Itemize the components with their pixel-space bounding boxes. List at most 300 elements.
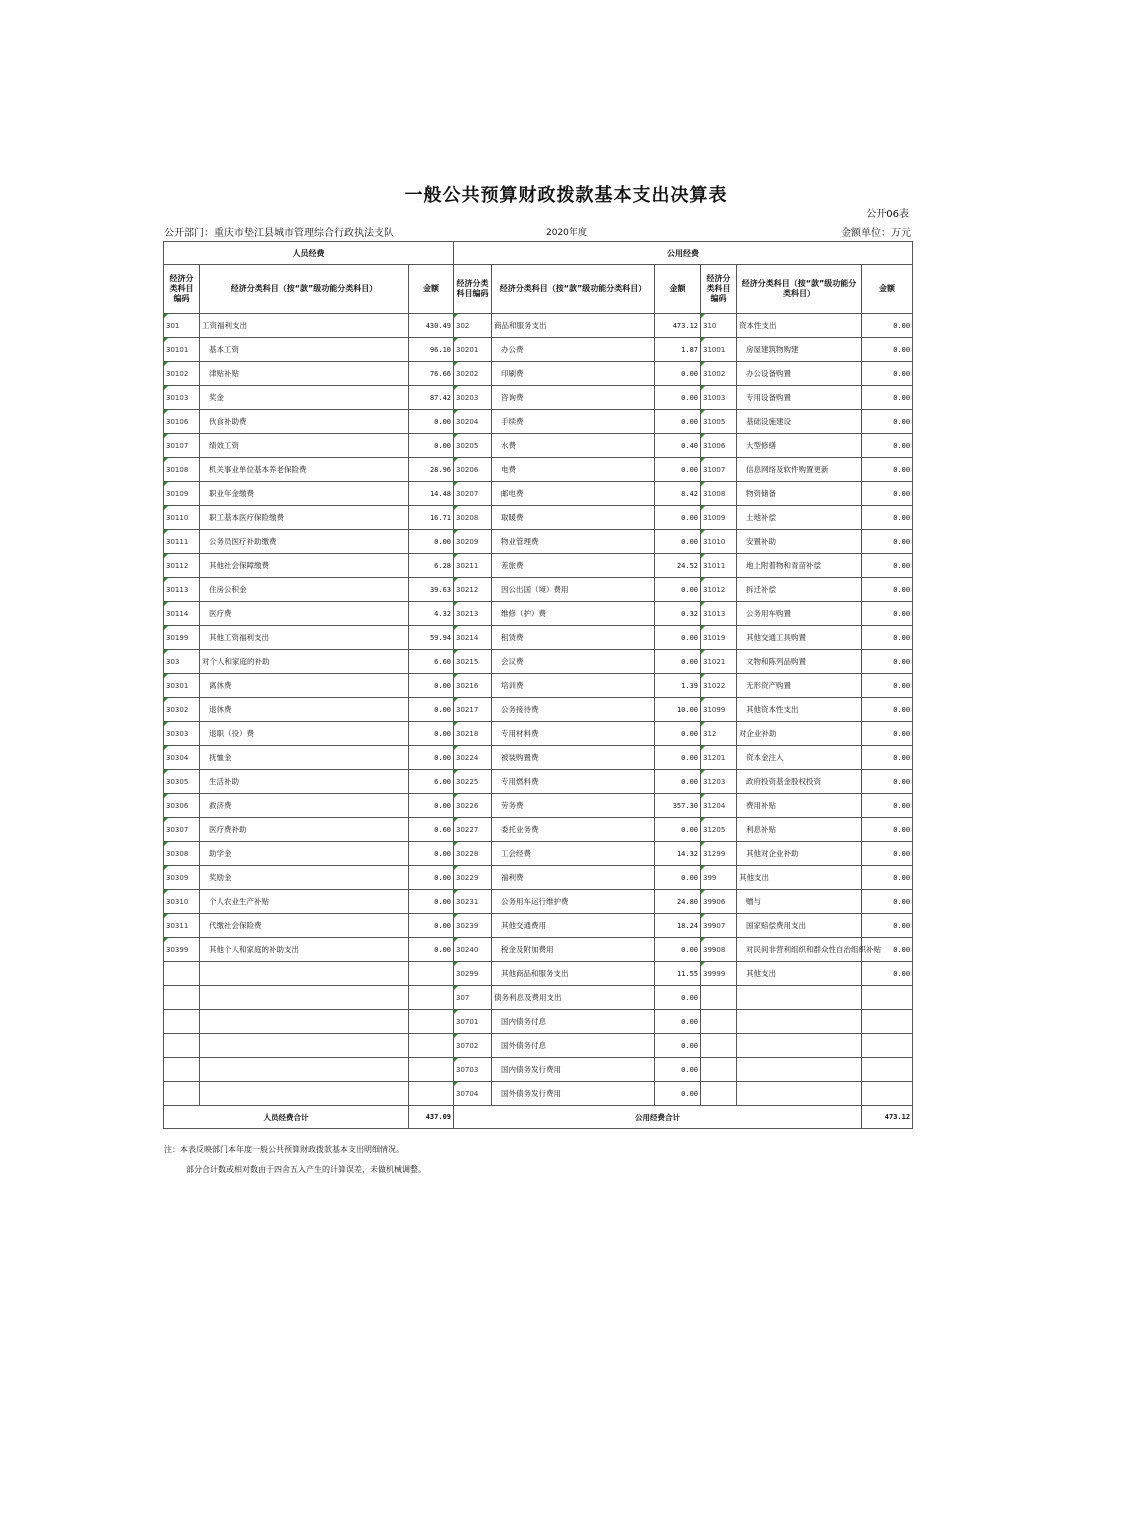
econ-code-2 <box>454 1082 492 1106</box>
econ-name-3: 专用设备购置 <box>737 386 862 410</box>
econ-code-text: 30703 <box>456 1065 479 1074</box>
econ-name-2: 会议费 <box>492 650 655 674</box>
amount-3 <box>862 1010 913 1034</box>
econ-name-2: 税金及附加费用 <box>492 938 655 962</box>
amount-3: 0.00 <box>862 722 913 746</box>
header-name-1: 经济分类科目（按“款”级功能分类科目） <box>200 265 409 314</box>
cell-marker-icon <box>164 314 168 318</box>
amount-2: 0.00 <box>655 410 701 434</box>
cell-marker-icon <box>454 554 458 558</box>
cell-marker-icon <box>701 914 705 918</box>
econ-code-1 <box>164 698 200 722</box>
table-row <box>164 962 913 986</box>
total-row <box>164 1106 913 1129</box>
amount-3: 0.00 <box>862 650 913 674</box>
econ-code-text: 30239 <box>456 921 479 930</box>
amount-2: 0.00 <box>655 458 701 482</box>
econ-code-2 <box>454 962 492 986</box>
econ-code-text: 30305 <box>166 777 189 786</box>
cell-marker-icon <box>164 554 168 558</box>
econ-name-1 <box>200 1082 409 1106</box>
econ-name-2: 手续费 <box>492 410 655 434</box>
amount-1: 87.42 <box>409 386 454 410</box>
amount-2: 24.80 <box>655 890 701 914</box>
econ-name-3: 资本性支出 <box>737 314 862 338</box>
table-row <box>164 698 913 722</box>
econ-code-2 <box>454 866 492 890</box>
econ-code-text: 31021 <box>703 657 726 666</box>
econ-name-2: 其他交通费用 <box>492 914 655 938</box>
econ-name-1: 职工基本医疗保险缴费 <box>200 506 409 530</box>
econ-name-3: 房屋建筑物购建 <box>737 338 862 362</box>
amount-3: 0.00 <box>862 626 913 650</box>
amount-2: 11.55 <box>655 962 701 986</box>
econ-code-1 <box>164 602 200 626</box>
note-2: 部分合计数或相对数由于四舍五入产生的计算误差，未做机械调整。 <box>186 1165 426 1174</box>
econ-name-3: 政府投资基金股权投资 <box>737 770 862 794</box>
amount-1: 430.49 <box>409 314 454 338</box>
cell-marker-icon <box>454 1010 458 1014</box>
cell-marker-icon <box>454 434 458 438</box>
econ-code-3 <box>701 722 737 746</box>
table-row <box>164 842 913 866</box>
cell-marker-icon <box>164 338 168 342</box>
cell-marker-icon <box>701 578 705 582</box>
econ-code-text: 39908 <box>703 945 726 954</box>
amount-2: 0.00 <box>655 818 701 842</box>
econ-code-2 <box>454 1058 492 1082</box>
econ-code-text: 30201 <box>456 345 479 354</box>
econ-code-text: 312 <box>703 729 717 738</box>
econ-name-3: 公务用车购置 <box>737 602 862 626</box>
econ-code-text: 30101 <box>166 345 189 354</box>
econ-name-1 <box>200 1034 409 1058</box>
econ-code-text: 30111 <box>166 537 189 546</box>
econ-code-text: 30218 <box>456 729 479 738</box>
econ-code-1 <box>164 1010 200 1034</box>
econ-name-2: 国内债务发行费用 <box>492 1058 655 1082</box>
amount-2: 0.00 <box>655 530 701 554</box>
econ-code-text: 30207 <box>456 489 479 498</box>
table-code: 公开06表 <box>866 209 909 220</box>
econ-code-1 <box>164 338 200 362</box>
header-amount-2: 金额 <box>655 265 701 314</box>
note-1: 注：本表反映部门本年度一般公共预算财政拨款基本支出明细情况。 <box>164 1145 404 1154</box>
cell-marker-icon <box>701 746 705 750</box>
econ-code-2 <box>454 578 492 602</box>
econ-code-text: 30215 <box>456 657 479 666</box>
econ-code-1 <box>164 866 200 890</box>
econ-code-1 <box>164 842 200 866</box>
econ-code-1 <box>164 674 200 698</box>
table-row <box>164 482 913 506</box>
table-row <box>164 506 913 530</box>
econ-name-3: 利息补贴 <box>737 818 862 842</box>
econ-code-text: 302 <box>456 321 470 330</box>
amount-2: 0.32 <box>655 602 701 626</box>
amount-3: 0.00 <box>862 530 913 554</box>
cell-marker-icon <box>164 482 168 486</box>
econ-code-text: 30213 <box>456 609 479 618</box>
econ-code-1 <box>164 818 200 842</box>
econ-code-1 <box>164 506 200 530</box>
amount-1: 0.00 <box>409 530 454 554</box>
econ-name-1: 住房公积金 <box>200 578 409 602</box>
econ-name-2: 被装购置费 <box>492 746 655 770</box>
amount-3: 0.00 <box>862 482 913 506</box>
amount-3 <box>862 1034 913 1058</box>
econ-code-2 <box>454 530 492 554</box>
cell-marker-icon <box>701 386 705 390</box>
amount-1: 0.00 <box>409 698 454 722</box>
section-personnel: 人员经费 <box>164 242 454 265</box>
econ-code-text: 39999 <box>703 969 726 978</box>
econ-code-text: 30209 <box>456 537 479 546</box>
econ-code-3 <box>701 626 737 650</box>
amount-1: 0.00 <box>409 866 454 890</box>
econ-code-2 <box>454 626 492 650</box>
amount-1: 6.60 <box>409 650 454 674</box>
cell-marker-icon <box>164 530 168 534</box>
table-row <box>164 386 913 410</box>
header-name-3: 经济分类科目（按“款”级功能分类科目） <box>737 265 862 314</box>
econ-code-text: 30311 <box>166 921 189 930</box>
econ-name-3: 对民间非营利组织和群众性自治组织补贴 <box>737 938 862 962</box>
econ-code-3 <box>701 770 737 794</box>
econ-name-2: 物业管理费 <box>492 530 655 554</box>
table-row <box>164 866 913 890</box>
econ-code-3 <box>701 1058 737 1082</box>
econ-name-2: 专用材料费 <box>492 722 655 746</box>
econ-name-2: 差旅费 <box>492 554 655 578</box>
table-row <box>164 914 913 938</box>
econ-code-1 <box>164 458 200 482</box>
amount-2: 357.30 <box>655 794 701 818</box>
econ-code-text: 31019 <box>703 633 726 642</box>
cell-marker-icon <box>454 1082 458 1086</box>
econ-code-text: 30228 <box>456 849 479 858</box>
cell-marker-icon <box>454 362 458 366</box>
cell-marker-icon <box>454 482 458 486</box>
econ-name-1: 离休费 <box>200 674 409 698</box>
econ-code-1 <box>164 362 200 386</box>
econ-code-2 <box>454 914 492 938</box>
amount-2: 0.00 <box>655 386 701 410</box>
econ-name-2: 因公出国（境）费用 <box>492 578 655 602</box>
econ-code-text: 31008 <box>703 489 726 498</box>
unit-label: 金额单位：万元 <box>841 228 911 239</box>
econ-code-text: 31009 <box>703 513 726 522</box>
amount-3: 0.00 <box>862 746 913 770</box>
econ-code-text: 30202 <box>456 369 479 378</box>
econ-code-3 <box>701 410 737 434</box>
econ-code-1 <box>164 794 200 818</box>
econ-code-1 <box>164 530 200 554</box>
amount-3: 0.00 <box>862 794 913 818</box>
econ-code-text: 30701 <box>456 1017 479 1026</box>
econ-code-3 <box>701 1034 737 1058</box>
cell-marker-icon <box>454 530 458 534</box>
econ-code-text: 30205 <box>456 441 479 450</box>
notes <box>164 1140 426 1180</box>
econ-code-2 <box>454 890 492 914</box>
econ-code-text: 30199 <box>166 633 189 642</box>
department-label: 公开部门：重庆市垫江县城市管理综合行政执法支队 <box>164 228 394 239</box>
table-row <box>164 1082 913 1106</box>
econ-code-text: 303 <box>166 657 180 666</box>
econ-code-3 <box>701 458 737 482</box>
econ-code-text: 30204 <box>456 417 479 426</box>
econ-code-2 <box>454 506 492 530</box>
econ-code-text: 31012 <box>703 585 726 594</box>
amount-3: 0.00 <box>862 890 913 914</box>
econ-code-1 <box>164 1082 200 1106</box>
econ-code-text: 30303 <box>166 729 189 738</box>
amount-2: 0.00 <box>655 506 701 530</box>
amount-3: 0.00 <box>862 434 913 458</box>
public-total-value: 473.12 <box>862 1106 913 1129</box>
amount-3: 0.00 <box>862 674 913 698</box>
econ-name-1: 生活补助 <box>200 770 409 794</box>
amount-1: 0.00 <box>409 722 454 746</box>
econ-name-2: 取暖费 <box>492 506 655 530</box>
cell-marker-icon <box>701 362 705 366</box>
econ-code-3 <box>701 842 737 866</box>
econ-code-text: 31022 <box>703 681 726 690</box>
cell-marker-icon <box>701 338 705 342</box>
header-name-2: 经济分类科目（按“款”级功能分类科目） <box>492 265 655 314</box>
table-row <box>164 338 913 362</box>
econ-code-text: 30226 <box>456 801 479 810</box>
econ-code-text: 30704 <box>456 1089 479 1098</box>
cell-marker-icon <box>454 914 458 918</box>
econ-name-3: 安置补助 <box>737 530 862 554</box>
amount-1: 0.60 <box>409 818 454 842</box>
econ-name-1: 绩效工资 <box>200 434 409 458</box>
econ-name-2: 维修（护）费 <box>492 602 655 626</box>
econ-code-text: 30206 <box>456 465 479 474</box>
econ-code-3 <box>701 938 737 962</box>
econ-code-2 <box>454 650 492 674</box>
econ-code-text: 30212 <box>456 585 479 594</box>
econ-code-text: 31299 <box>703 849 726 858</box>
cell-marker-icon <box>164 914 168 918</box>
amount-1 <box>409 962 454 986</box>
econ-code-3 <box>701 866 737 890</box>
cell-marker-icon <box>701 698 705 702</box>
econ-name-1: 医疗费 <box>200 602 409 626</box>
econ-code-text: 30224 <box>456 753 479 762</box>
cell-marker-icon <box>454 458 458 462</box>
table-row <box>164 1010 913 1034</box>
cell-marker-icon <box>454 722 458 726</box>
econ-code-text: 310 <box>703 321 717 330</box>
column-header-row <box>164 265 913 314</box>
amount-1: 0.00 <box>409 842 454 866</box>
amount-2: 0.00 <box>655 362 701 386</box>
cell-marker-icon <box>701 794 705 798</box>
econ-name-3: 费用补贴 <box>737 794 862 818</box>
cell-marker-icon <box>701 602 705 606</box>
econ-name-2: 办公费 <box>492 338 655 362</box>
header-amount-3: 金额 <box>862 265 913 314</box>
econ-name-1: 津贴补贴 <box>200 362 409 386</box>
cell-marker-icon <box>701 890 705 894</box>
econ-code-2 <box>454 770 492 794</box>
econ-name-1 <box>200 986 409 1010</box>
amount-3: 0.00 <box>862 314 913 338</box>
amount-3: 0.00 <box>862 410 913 434</box>
econ-name-3: 对企业补助 <box>737 722 862 746</box>
econ-code-2 <box>454 722 492 746</box>
econ-code-1 <box>164 1034 200 1058</box>
econ-name-2: 专用燃料费 <box>492 770 655 794</box>
econ-name-2: 劳务费 <box>492 794 655 818</box>
econ-code-text: 30217 <box>456 705 479 714</box>
econ-name-2: 公务用车运行维护费 <box>492 890 655 914</box>
amount-2: 0.00 <box>655 650 701 674</box>
cell-marker-icon <box>454 1034 458 1038</box>
econ-code-3 <box>701 362 737 386</box>
cell-marker-icon <box>454 746 458 750</box>
table-row <box>164 362 913 386</box>
econ-name-1: 其他个人和家庭的补助支出 <box>200 938 409 962</box>
econ-name-3: 地上附着物和青苗补偿 <box>737 554 862 578</box>
cell-marker-icon <box>454 650 458 654</box>
amount-2: 8.42 <box>655 482 701 506</box>
econ-name-3: 物资储备 <box>737 482 862 506</box>
econ-name-2: 公务接待费 <box>492 698 655 722</box>
header-code-1: 经济分类科目编码 <box>164 265 200 314</box>
amount-3 <box>862 1082 913 1106</box>
econ-code-text: 31201 <box>703 753 726 762</box>
econ-code-1 <box>164 914 200 938</box>
econ-code-3 <box>701 794 737 818</box>
amount-1 <box>409 1058 454 1082</box>
econ-code-2 <box>454 986 492 1010</box>
econ-code-text: 30240 <box>456 945 479 954</box>
econ-code-3 <box>701 578 737 602</box>
cell-marker-icon <box>454 986 458 990</box>
cell-marker-icon <box>701 530 705 534</box>
amount-1: 0.00 <box>409 746 454 770</box>
econ-code-2 <box>454 410 492 434</box>
econ-name-3: 基础设施建设 <box>737 410 862 434</box>
cell-marker-icon <box>701 770 705 774</box>
econ-name-3: 其他交通工具购置 <box>737 626 862 650</box>
econ-name-3: 办公设备购置 <box>737 362 862 386</box>
econ-code-1 <box>164 962 200 986</box>
page-title: 一般公共预算财政拨款基本支出决算表 <box>404 185 728 206</box>
econ-code-text: 31007 <box>703 465 726 474</box>
cell-marker-icon <box>454 602 458 606</box>
table-row <box>164 770 913 794</box>
econ-name-2: 咨询费 <box>492 386 655 410</box>
amount-2: 10.00 <box>655 698 701 722</box>
econ-name-1: 职业年金缴费 <box>200 482 409 506</box>
cell-marker-icon <box>164 386 168 390</box>
cell-marker-icon <box>701 434 705 438</box>
section-public: 公用经费 <box>454 242 913 265</box>
econ-code-2 <box>454 674 492 698</box>
amount-2: 1.87 <box>655 338 701 362</box>
econ-code-text: 30302 <box>166 705 189 714</box>
amount-1 <box>409 986 454 1010</box>
amount-1: 0.00 <box>409 410 454 434</box>
econ-code-3 <box>701 962 737 986</box>
amount-2: 473.12 <box>655 314 701 338</box>
econ-code-text: 30208 <box>456 513 479 522</box>
table-row <box>164 938 913 962</box>
cell-marker-icon <box>701 650 705 654</box>
econ-name-2: 国外债务发行费用 <box>492 1082 655 1106</box>
econ-code-3 <box>701 914 737 938</box>
econ-name-1: 退职（役）费 <box>200 722 409 746</box>
table-row <box>164 650 913 674</box>
econ-code-text: 30306 <box>166 801 189 810</box>
cell-marker-icon <box>454 842 458 846</box>
econ-code-text: 30102 <box>166 369 189 378</box>
cell-marker-icon <box>164 722 168 726</box>
econ-code-3 <box>701 506 737 530</box>
econ-name-3: 土地补偿 <box>737 506 862 530</box>
personnel-total-value: 437.09 <box>409 1106 454 1129</box>
amount-3: 0.00 <box>862 914 913 938</box>
econ-name-3: 无形资产购置 <box>737 674 862 698</box>
amount-1: 16.71 <box>409 506 454 530</box>
econ-name-3 <box>737 1082 862 1106</box>
econ-code-text: 30110 <box>166 513 189 522</box>
year-label: 2020年度 <box>546 228 587 238</box>
econ-code-text: 30229 <box>456 873 479 882</box>
econ-code-3 <box>701 530 737 554</box>
econ-code-text: 30211 <box>456 561 479 570</box>
econ-name-1: 个人农业生产补贴 <box>200 890 409 914</box>
amount-2: 0.00 <box>655 722 701 746</box>
amount-1 <box>409 1010 454 1034</box>
econ-code-text: 30109 <box>166 489 189 498</box>
table-row <box>164 314 913 338</box>
table-row <box>164 746 913 770</box>
econ-code-2 <box>454 386 492 410</box>
amount-2: 0.00 <box>655 770 701 794</box>
econ-name-2: 国外债务付息 <box>492 1034 655 1058</box>
econ-name-1: 抚恤金 <box>200 746 409 770</box>
cell-marker-icon <box>701 314 705 318</box>
econ-name-1: 其他社会保障缴费 <box>200 554 409 578</box>
table-row <box>164 410 913 434</box>
econ-name-1: 医疗费补助 <box>200 818 409 842</box>
econ-code-text: 30310 <box>166 897 189 906</box>
cell-marker-icon <box>454 338 458 342</box>
cell-marker-icon <box>701 674 705 678</box>
amount-3 <box>862 986 913 1010</box>
cell-marker-icon <box>454 314 458 318</box>
amount-1: 6.00 <box>409 770 454 794</box>
amount-2: 0.00 <box>655 1010 701 1034</box>
econ-code-text: 30304 <box>166 753 189 762</box>
econ-code-text: 30214 <box>456 633 479 642</box>
econ-code-2 <box>454 1010 492 1034</box>
amount-2: 18.24 <box>655 914 701 938</box>
amount-3 <box>862 1058 913 1082</box>
econ-code-text: 31099 <box>703 705 726 714</box>
amount-3: 0.00 <box>862 818 913 842</box>
econ-name-1: 公务员医疗补助缴费 <box>200 530 409 554</box>
econ-code-2 <box>454 482 492 506</box>
cell-marker-icon <box>454 386 458 390</box>
amount-2: 0.00 <box>655 578 701 602</box>
